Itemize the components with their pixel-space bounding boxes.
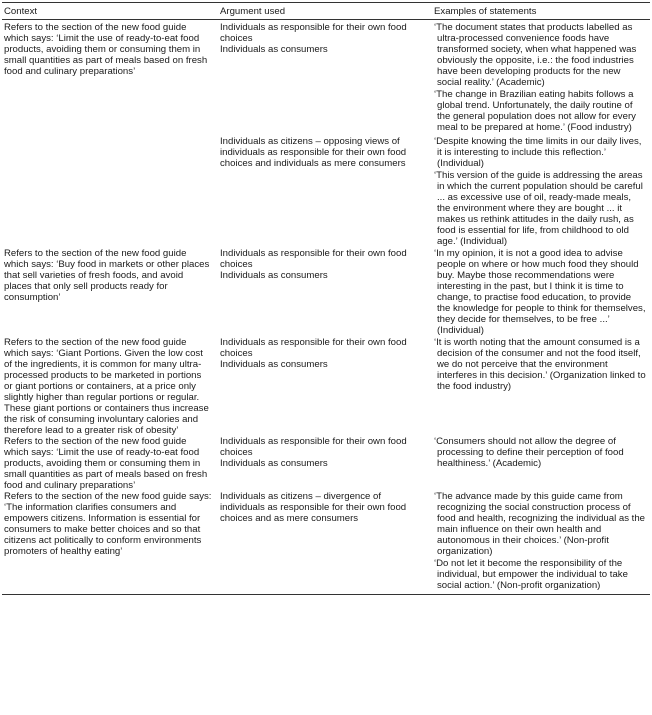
- context-cell: Refers to the section of the new food guide which says: ‘Limit the use of ready-to-eat food products, avoiding them or consuming them in small quantities as part of meals based on fresh food and culinary preparations’: [4, 436, 208, 491]
- examples-cell: [432, 248, 650, 337]
- example-statement: ‘In my opinion, it is not a good idea to advise people on where or how much food they should buy. Maybe those recommendations were interesting in the past, but I think it is time to change, to practise food education, to provide the knowledge for people to think for themselves, they decide for themselves, to be free ...’ (Individual): [434, 248, 646, 336]
- table-row: [2, 134, 650, 248]
- example-statement: ‘The document states that products labelled as ultra-processed convenience foods have transformed society, when what happened was obviously the opposite, i.e.: the food industries have been developing products for the new social reality.’ (Academic): [434, 22, 637, 88]
- context-cell: [2, 134, 218, 248]
- argument-text: Individuals as consumers: [220, 44, 328, 55]
- context-cell: Refers to the section of the new food guide says: ‘The information clarifies consumers and empowers citizens. Information is essential for consumers to make better choices and so that citizens act politically to conform environments promoters of healthy eating’: [2, 491, 218, 595]
- examples-cell: [432, 20, 650, 135]
- context-cell: Refers to the section of the new food guide which says: ‘Limit the use of ready-to-eat food products, avoiding them or consuming them in small quantities as part of meals based on fresh food and culinary preparations’: [4, 22, 208, 77]
- argument-text: Individuals as responsible for their own food choices: [220, 337, 407, 359]
- table-row: [2, 20, 650, 135]
- argument-cell: [218, 134, 432, 248]
- argument-cell: [218, 491, 432, 595]
- example-statement: ‘Do not let it become the responsibility of the individual, but empower the individual to take social action.’ (Non-profit organization): [434, 558, 628, 591]
- argument-cell: [218, 436, 432, 491]
- examples-cell: [432, 436, 650, 491]
- argument-text: Individuals as responsible for their own food choices: [220, 22, 407, 44]
- argument-text: Individuals as consumers: [220, 359, 328, 370]
- example-statement: ‘The change in Brazilian eating habits follows a global trend. Unfortunately, the daily routine of the general population does not allow for every meal to be prepared at home.’ (Food industry): [434, 89, 636, 133]
- table-row: [2, 491, 650, 595]
- table-header: [2, 3, 650, 20]
- argument-cell: [218, 248, 432, 337]
- context-cell: Refers to the section of the new food guide which says: ‘Giant Portions. Given the low cost of the ingredients, it is common for many ultra-processed products to be marketed in portions or giant portions or containers, at a price only slightly higher than regular portions or regular. These giant portions or containers thus increase the risk of consuming involuntary calories and therefore lead to a greater risk of obesity’: [4, 337, 209, 436]
- argument-text: Individuals as consumers: [220, 270, 328, 281]
- examples-cell: [432, 134, 650, 248]
- examples-cell: [432, 337, 650, 436]
- argument-cell: [218, 20, 432, 135]
- argument-text: Individuals as responsible for their own food choices: [220, 248, 407, 270]
- statements-table: [2, 2, 650, 595]
- examples-cell: [432, 491, 650, 595]
- example-statement: ‘The advance made by this guide came from recognizing the social construction process of food and health, recognizing the individual as the main influence on their own health and autonomous in their choices.’ (Non-profit organization): [434, 491, 646, 557]
- example-statement: ‘It is worth noting that the amount consumed is a decision of the consumer and not the food itself, we do not perceive that the environment interferes in this decision.’ (Organization linked to the food industry): [434, 337, 646, 392]
- header-argument: Argument used: [218, 3, 432, 20]
- table-row: [2, 337, 650, 436]
- example-statement: ‘This version of the guide is addressing the areas in which the current population should be careful ... as excessive use of oil, ready-made meals, the environment where they are bought ... it makes us rethink attitudes in the daily rush, as food is essential for life, from childhood to old age.’ (Individual): [434, 170, 643, 247]
- argument-text: Individuals as citizens – opposing views of individuals as responsible for their own food choices and individuals as mere consumers: [220, 136, 407, 169]
- example-statement: ‘Consumers should not allow the degree of processing to define their perception of food healthiness.’ (Academic): [434, 436, 624, 469]
- table-row: [2, 248, 650, 337]
- context-cell: Refers to the section of the new food guide which says: ‘Buy food in markets or other places that sell varieties of fresh foods, and avoid places that only sell products ready for consumption’: [4, 248, 210, 303]
- header-examples: Examples of statements: [432, 3, 650, 20]
- argument-text: Individuals as responsible for their own food choices: [220, 436, 407, 458]
- argument-text: Individuals as consumers: [220, 458, 328, 469]
- table-row: [2, 436, 650, 491]
- argument-text: Individuals as citizens – divergence of individuals as responsible for their own food choices and as mere consumers: [220, 491, 407, 524]
- example-statement: ‘Despite knowing the time limits in our daily lives, it is interesting to include this reflection.’ (Individual): [434, 136, 642, 169]
- header-context: Context: [2, 3, 218, 20]
- table-body: [2, 20, 650, 595]
- argument-cell: [218, 337, 432, 436]
